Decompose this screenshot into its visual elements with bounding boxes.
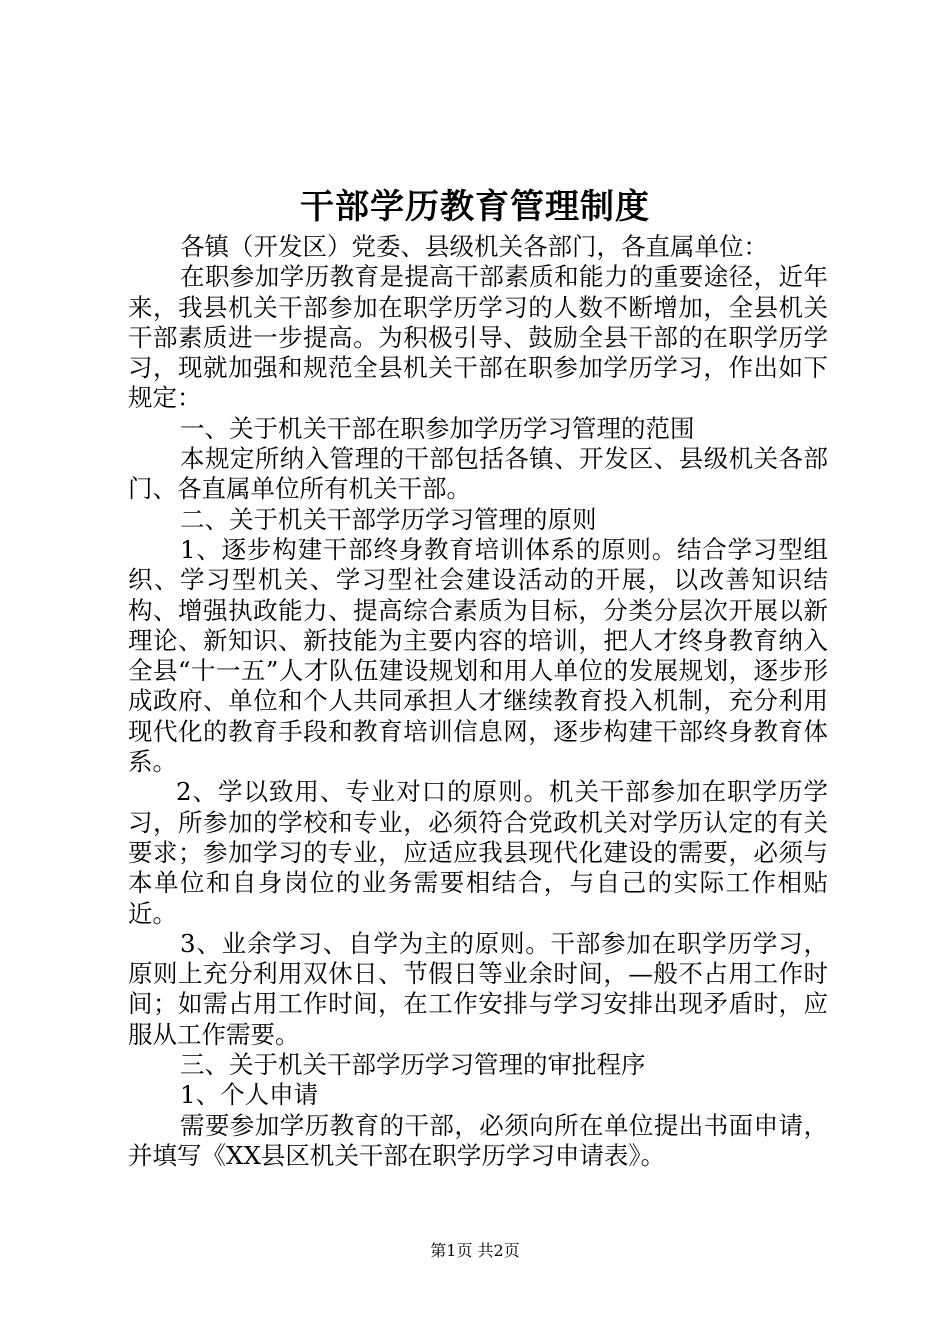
paragraph-principle-3: 3、业余学习、自学为主的原则。干部参加在职学历学习，原则上充分利用双休日、节假日等业余时间，—般不占用工作时间；如需占用工作时间，在工作安排与学习安排出现矛盾时，应服从工作需要。: [128, 928, 828, 1049]
paragraph-principle-1: 1、逐步构建干部终身教育培训体系的原则。结合学习型组织、学习型机关、学习型社会建设活动的开展，以改善知识结构、增强执政能力、提高综合素质为目标，分类分层次开展以新理论、新知识、新技能为主要内容的培训，把人才终身教育纳入全县“十一五”人才队伍建设规划和用人单位的发展规划，逐步形成政府、单位和个人共同承担人才继续教育投入机制，充分利用现代化的教育手段和教育培训信息网，逐步构建干部终身教育体系。: [128, 534, 828, 777]
heading-section-1: 一、关于机关干部在职参加学历学习管理的范围: [180, 413, 695, 443]
document-body: [128, 232, 828, 1171]
paragraph-principle-2: 2、学以致用、专业对口的原则。机关干部参加在职学历学习，所参加的学校和专业，必须符合党政机关对学历认定的有关要求；参加学习的专业，应适应我县现代化建设的需要，必须与本单位和自身岗位的业务需要相结合，与自己的实际工作相贴近。: [128, 777, 828, 928]
document-title: 干部学历教育管理制度: [300, 187, 650, 227]
subheading-personal-application: 1、个人申请: [180, 1080, 319, 1110]
heading-section-3: 三、关于机关干部学历学习管理的审批程序: [180, 1050, 646, 1080]
heading-section-2: 二、关于机关干部学历学习管理的原则: [180, 504, 597, 534]
paragraph-scope: 本规定所纳入管理的干部包括各镇、开发区、县级机关各部门、各直属单位所有机关干部。: [128, 444, 828, 504]
paragraph-application: 需要参加学历教育的干部，必须向所在单位提出书面申请，并填写《XX县区机关干部在职学历学习申请表》。: [128, 1110, 828, 1170]
paragraph-intro: 在职参加学历教育是提高干部素质和能力的重要途径，近年来，我县机关干部参加在职学历学习的人数不断增加，全县机关干部素质进一步提高。为积极引导、鼓励全县干部的在职学历学习，现就加强和规范全县机关干部在职参加学历学习，作出如下规定：: [128, 262, 828, 413]
paragraph-salutation: 各镇（开发区）党委、县级机关各部门，各直属单位：: [180, 232, 768, 261]
page-footer: 第1页 共2页: [430, 1241, 520, 1260]
